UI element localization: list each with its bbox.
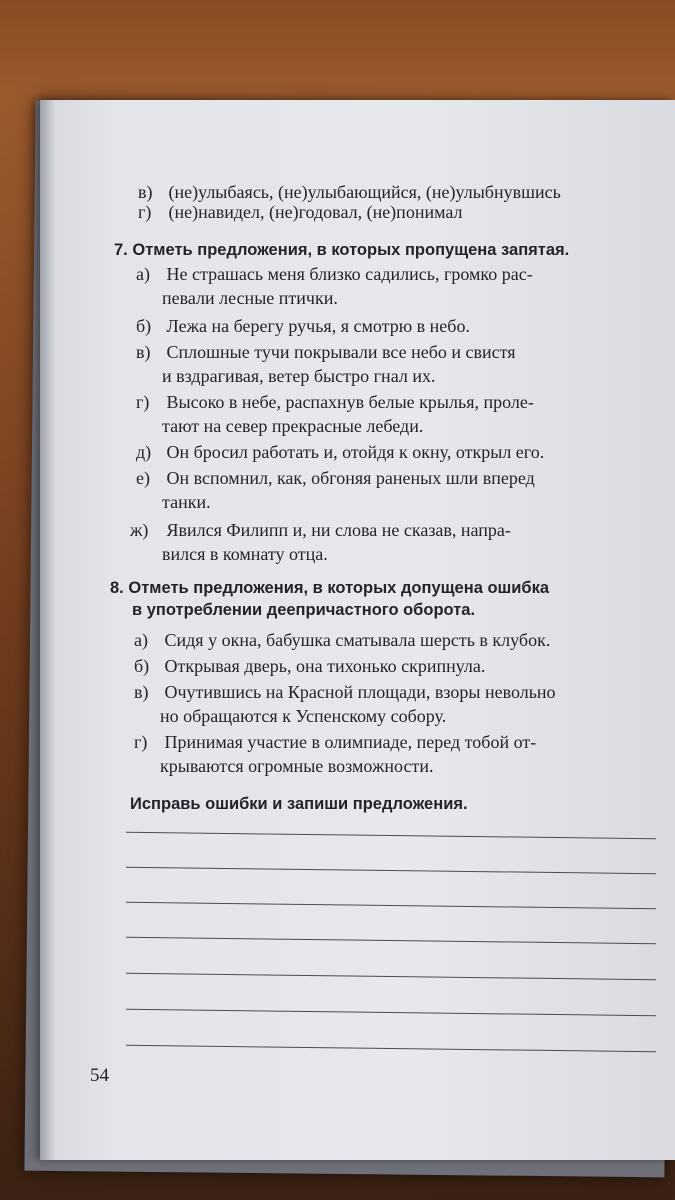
item-text: (не)улыбаясь, (не)улыбающийся, (не)улыбнувшись <box>168 182 561 202</box>
task7-item-v-cont <box>162 364 435 388</box>
task7-item-b[interactable] <box>136 314 470 338</box>
prev-item-g <box>138 200 462 224</box>
item-text: танки. <box>162 492 211 512</box>
item-text: и вздрагивая, ветер быстро гнал их. <box>162 366 436 386</box>
task7-item-zh[interactable] <box>130 518 511 542</box>
page-number: 54 <box>90 1065 109 1086</box>
item-text: Высоко в небе, распахнув белые крылья, проле- <box>166 392 534 412</box>
task7-item-a[interactable] <box>136 262 533 286</box>
item-text: Не страшась меня близко садились, громко рас- <box>166 264 533 284</box>
task-title: в употреблении деепричастного оборота. <box>132 601 476 619</box>
item-text: крываются огромные возможности. <box>160 756 434 776</box>
task8-item-a[interactable] <box>134 628 550 652</box>
item-text: тают на север прекрасные лебеди. <box>162 416 424 436</box>
answer-line[interactable] <box>126 902 656 909</box>
item-marker: г) <box>134 732 148 752</box>
instruction-text: Исправь ошибки и запиши предложения. <box>130 795 468 813</box>
item-marker: г) <box>136 392 150 412</box>
task-number: 8. <box>110 579 124 597</box>
item-text: Очутившись на Красной площади, взоры невольно <box>164 682 556 702</box>
item-marker: б) <box>136 316 152 336</box>
item-text: Открывая дверь, она тихонько скрипнула. <box>164 656 486 676</box>
item-marker: ж) <box>130 520 149 540</box>
item-marker: д) <box>136 442 152 462</box>
task-number: 7. <box>114 241 128 259</box>
task7-item-zh-cont <box>162 542 328 566</box>
task8-item-v-cont <box>160 704 446 728</box>
task-title: Отметь предложения, в которых допущена ошибка <box>128 579 550 597</box>
item-marker: а) <box>136 264 150 284</box>
item-marker: в) <box>138 182 153 202</box>
task7-item-v[interactable] <box>136 340 516 364</box>
item-text: Принимая участие в олимпиаде, перед тобой от- <box>164 732 537 752</box>
task7-item-e[interactable] <box>136 466 535 490</box>
answer-line[interactable] <box>126 832 656 839</box>
task7-item-d[interactable] <box>136 440 544 464</box>
answer-line[interactable] <box>126 867 656 874</box>
item-marker: в) <box>136 342 151 362</box>
task7-item-g-cont <box>162 414 423 438</box>
task8-item-v[interactable] <box>134 680 556 704</box>
item-marker: в) <box>134 682 149 702</box>
answer-line[interactable] <box>126 937 656 944</box>
answer-line[interactable] <box>126 1045 656 1052</box>
item-text: вился в комнату отца. <box>162 544 328 564</box>
item-text: Сидя у окна, бабушка сматывала шерсть в клубок. <box>164 630 551 650</box>
item-marker: г) <box>138 202 152 222</box>
item-text: Он вспомнил, как, обгоняя раненых шли вперед <box>166 468 535 488</box>
item-text: Сплошные тучи покрывали все небо и свистя <box>166 342 516 362</box>
item-text: Он бросил работать и, отойдя к окну, открыл его. <box>166 442 545 462</box>
task7-item-g[interactable] <box>136 390 534 414</box>
task7-heading <box>114 238 569 262</box>
item-text: певали лесные птички. <box>162 288 338 308</box>
task8-item-b[interactable] <box>134 654 485 678</box>
task-title: Отметь предложения, в которых пропущена запятая. <box>132 241 570 259</box>
task7-item-a-cont <box>162 286 338 310</box>
page-fold <box>40 100 54 1160</box>
task8-item-g[interactable] <box>134 730 536 754</box>
task8-heading-cont <box>132 598 475 622</box>
item-text: но обращаются к Успенскому собору. <box>160 706 447 726</box>
task8-heading <box>110 576 549 600</box>
item-marker: а) <box>134 630 148 650</box>
item-text: Лежа на берегу ручья, я смотрю в небо. <box>166 316 470 336</box>
item-text: Явился Филипп и, ни слова не сказав, напра- <box>166 520 511 540</box>
item-marker: е) <box>136 468 150 488</box>
answer-line[interactable] <box>126 1009 656 1016</box>
workbook-page <box>40 100 675 1160</box>
task8-instruction <box>130 792 468 816</box>
answer-line[interactable] <box>126 973 656 980</box>
task7-item-e-cont <box>162 490 211 514</box>
item-text: (не)навидел, (не)годовал, (не)понимал <box>168 202 463 222</box>
item-marker: б) <box>134 656 150 676</box>
task8-item-g-cont <box>160 754 433 778</box>
